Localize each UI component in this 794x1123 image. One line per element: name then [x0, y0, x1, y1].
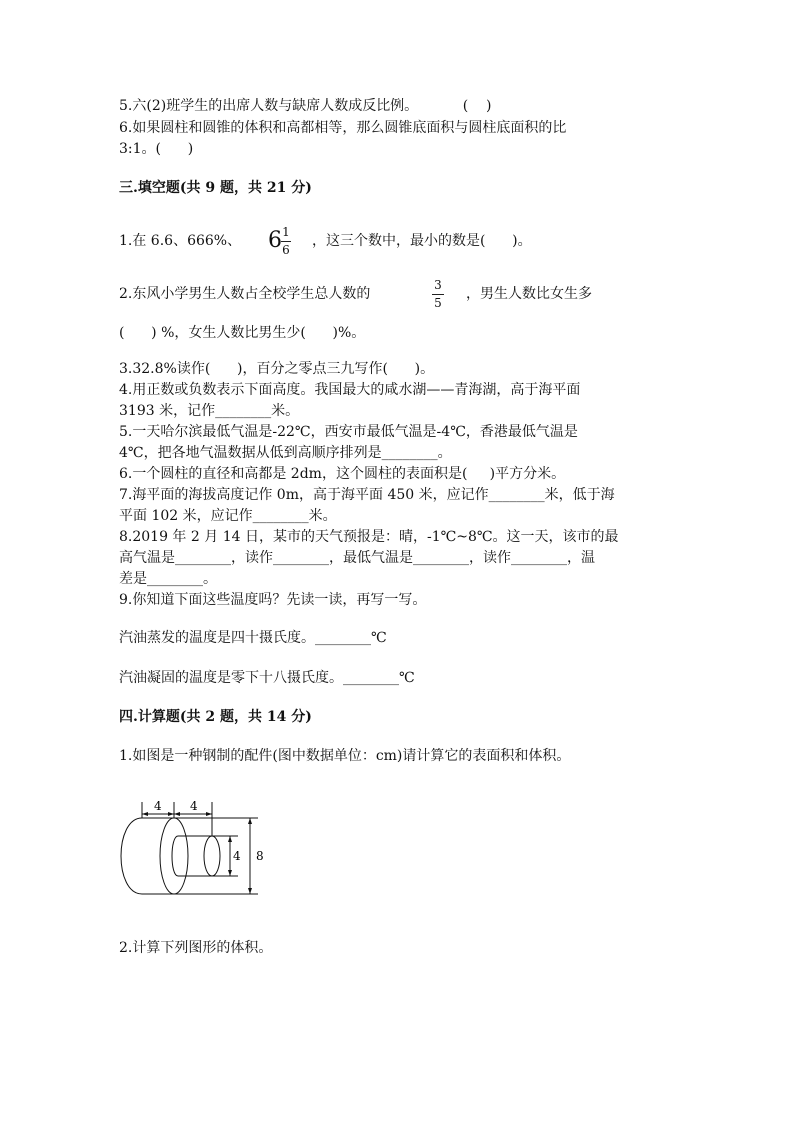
- question-3-8-line2: 高气温是________，读作________，最低气温是________，读作________，温: [119, 550, 595, 566]
- question-3-4-line2: 3193 米，记作________米。: [119, 403, 300, 419]
- question-3-4-line1: 4.用正数或负数表示下面高度。我国最大的咸水湖——青海湖，高于海平面: [119, 382, 581, 398]
- arrowhead: [228, 870, 232, 876]
- question-3-8-line3: 差是________。: [119, 571, 217, 587]
- inner-cylinder-left-arc: [172, 836, 178, 876]
- question-3-1-suffix: ，这三个数中，最小的数是( )。: [312, 233, 532, 249]
- fraction-denominator: 5: [434, 296, 442, 310]
- question-3-2-line2: ( ) %，女生人数比男生少( )%。: [119, 325, 366, 341]
- question-3-3: 3.32.8%读作( )，百分之零点三九写作( )。: [119, 361, 435, 377]
- question-3-9: 9.你知道下面这些温度吗？先读一读，再写一写。: [119, 592, 427, 608]
- fraction-bar: [281, 241, 291, 242]
- label-inner-length: 4: [190, 799, 198, 813]
- label-outer-diameter: 8: [256, 849, 264, 863]
- fraction-numerator: 3: [434, 278, 442, 292]
- arrowhead: [174, 812, 180, 816]
- section-4-title: 四.计算题(共 2 题，共 14 分): [119, 709, 312, 725]
- mixed-number-fraction: [281, 226, 291, 257]
- question-3-7-line1: 7.海平面的海拔高度记作 0m，高于海平面 450 米，应记作________米，低于海: [119, 487, 615, 503]
- arrowhead: [168, 812, 174, 816]
- label-inner-diameter: 4: [233, 849, 241, 863]
- question-2-6-line1: 6.如果圆柱和圆锥的体积和高都相等，那么圆锥底面积与圆柱底面积的比: [119, 120, 567, 136]
- arrowhead: [248, 888, 252, 894]
- arrowhead: [248, 818, 252, 824]
- question-3-2-prefix: 2.东风小学男生人数占全校学生总人数的: [119, 286, 371, 302]
- question-3-2-suffix: ，男生人数比女生多: [466, 286, 592, 302]
- fraction-numerator: 1: [282, 225, 290, 239]
- fraction-denominator: 6: [282, 243, 290, 257]
- arrowhead: [142, 812, 148, 816]
- outer-cylinder-front-face: [160, 818, 188, 894]
- question-4-2: 2.计算下列图形的体积。: [119, 940, 273, 956]
- fraction-bar: [432, 294, 444, 295]
- question-4-1: 1.如图是一种钢制的配件(图中数据单位：cm)请计算它的表面积和体积。: [119, 748, 571, 764]
- question-3-7-line2: 平面 102 米，应记作________米。: [119, 508, 337, 524]
- question-2-5: 5.六(2)班学生的出席人数与缺席人数成反比例。 ( ): [119, 98, 492, 114]
- question-3-6: 6.一个圆柱的直径和高都是 2dm，这个圆柱的表面积是( )平方分米。: [119, 466, 566, 482]
- question-3-5-line2: 4℃，把各地气温数据从低到高顺序排列是________。: [119, 445, 452, 461]
- fraction-3-5: [432, 279, 444, 310]
- inner-cylinder-front-face: [204, 836, 220, 876]
- question-2-6-line2: 3:1。( ): [119, 141, 194, 157]
- question-3-5-line1: 5.一天哈尔滨最低气温是-22℃，西安市最低气温是-4℃，香港最低气温是: [119, 424, 578, 440]
- label-outer-length: 4: [154, 799, 162, 813]
- steel-part-figure: [118, 796, 278, 900]
- outer-cylinder-left-arc: [121, 818, 142, 894]
- question-3-1-prefix: 1.在 6.6、666%、: [119, 233, 242, 249]
- arrowhead: [228, 836, 232, 842]
- question-3-8-line1: 8.2019 年 2 月 14 日，某市的天气预报是：晴，-1℃~8℃。这一天，该市的最: [119, 529, 619, 545]
- question-3-9-b: 汽油凝固的温度是零下十八摄氏度。________℃: [119, 670, 415, 686]
- section-3-title: 三.填空题(共 9 题，共 21 分): [119, 180, 312, 196]
- arrowhead: [206, 812, 212, 816]
- question-3-9-a: 汽油蒸发的温度是四十摄氏度。________℃: [119, 630, 387, 646]
- mixed-number-whole: 6: [268, 228, 282, 253]
